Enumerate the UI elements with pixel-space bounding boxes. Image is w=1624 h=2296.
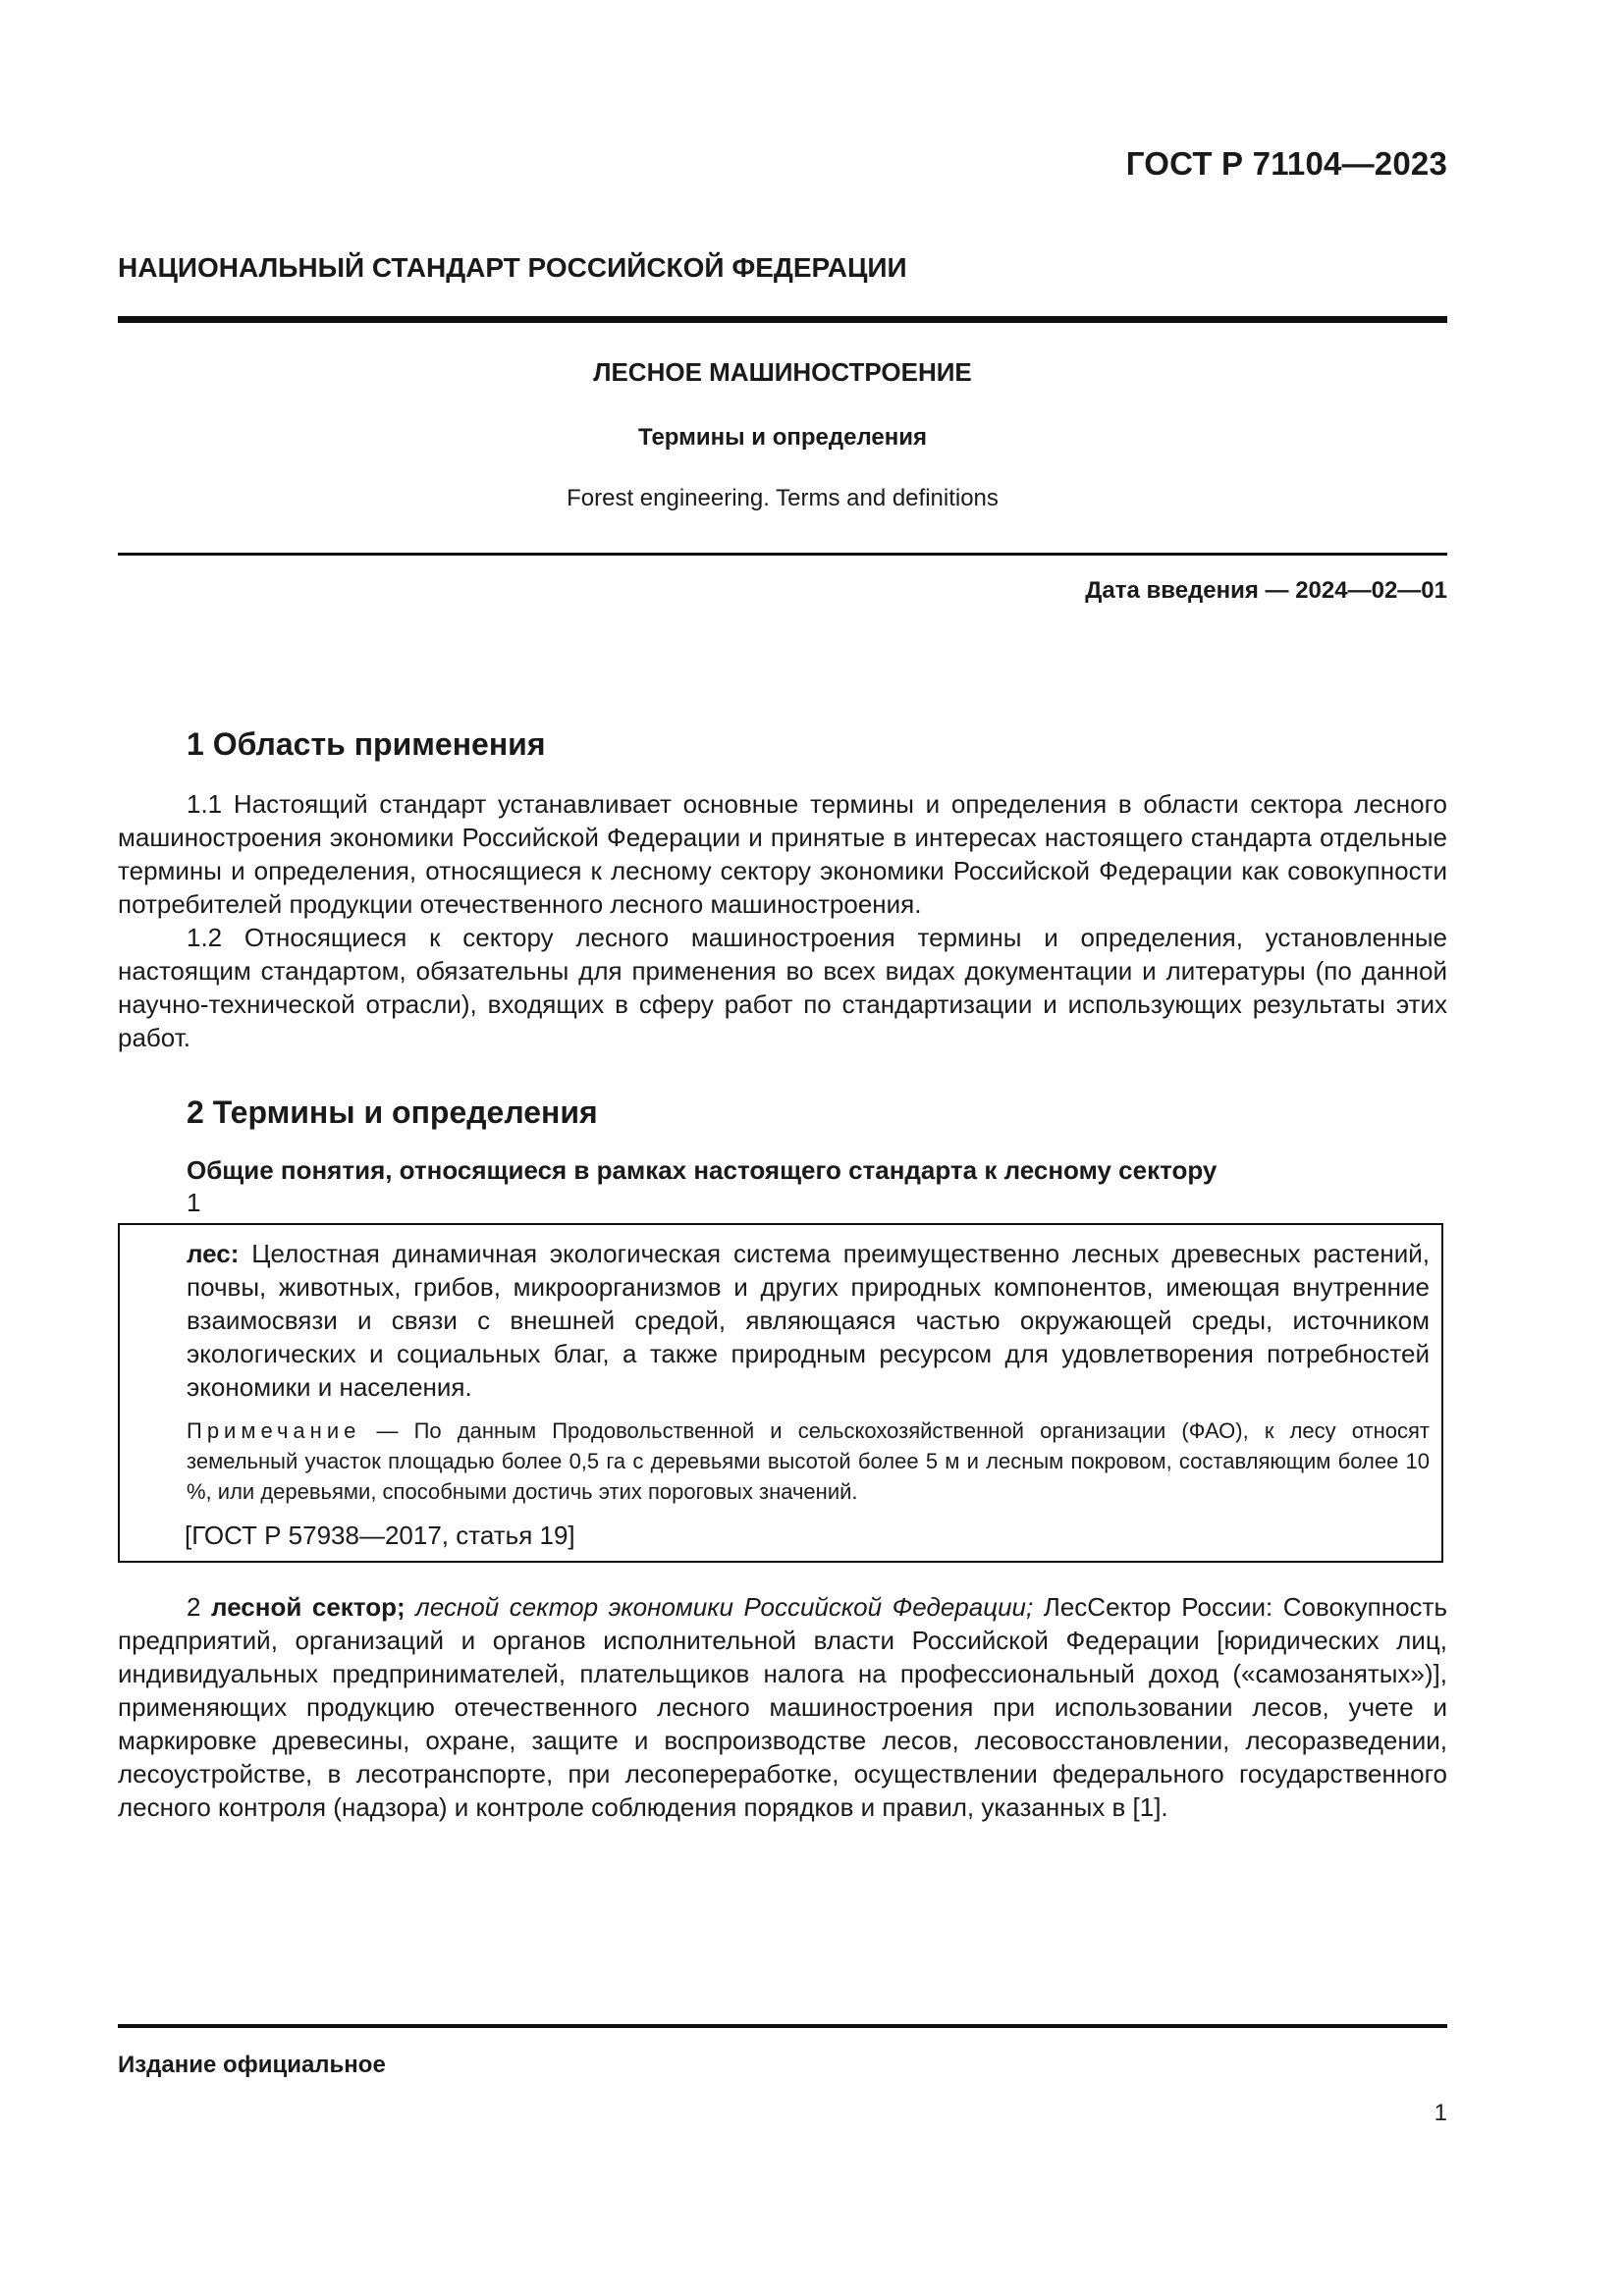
national-standard-heading: НАЦИОНАЛЬНЫЙ СТАНДАРТ РОССИЙСКОЙ ФЕДЕРАЦИИ — [118, 252, 907, 283]
document-number: ГОСТ Р 71104—2023 — [1125, 145, 1447, 182]
section-2-subheading: Общие понятия, относящиеся в рамках настоящего стандарта к лесному сектору — [187, 1155, 1218, 1185]
intro-date: Дата введения — 2024—02—01 — [1085, 577, 1447, 604]
english-title: Forest engineering. Terms and definitions — [567, 485, 999, 511]
note-label: Примечание — [187, 1418, 361, 1443]
paragraph-1-1 — [118, 787, 1447, 921]
note-text: — По данным Продовольственной и сельскохозяйственной организации (ФАО), к лесу относят земельный участок площадью более 0,5 га с деревьями высотой более 5 м и лесным покровом, составляющим более 10 %, или деревьями, способными достичь этих пороговых значений. — [187, 1418, 1430, 1504]
section-2-heading: 2 Термины и определения — [187, 1095, 598, 1130]
term-2-synonym: лесной сектор экономики Российской Федерации; — [415, 1592, 1034, 1622]
term-1-definition-text: Целостная динамичная экологическая система преимущественно лесных древесных растений, почвы, животных, грибов, микроорганизмов и других природных компонентов, имеющая внутренние взаимосвязи и связи с внешней средой, являющаяся частью окружающей среды, источником экологических и социальных благ, а также природным ресурсом для удовлетворения потребностей экономики и населения. — [187, 1239, 1430, 1402]
section-1-heading: 1 Область применения — [187, 726, 546, 762]
term-2 — [118, 1590, 1447, 1824]
term-2-term: лесной сектор; — [211, 1592, 406, 1622]
document-page — [118, 0, 1447, 2296]
paragraph-1-1-text: 1.1 Настоящий стандарт устанавливает основные термины и определения в области сектора лесного машиностроения экономики Российской Федерации и принятые в интересах настоящего стандарта отдельные термины и определения, относящиеся к лесному сектору экономики Российской Федерации как совокупности потребителей продукции отечественного лесного машиностроения. — [118, 789, 1447, 919]
term-1-note — [187, 1415, 1430, 1507]
document-title: ЛЕСНОЕ МАШИНОСТРОЕНИЕ — [593, 357, 972, 387]
header-rule — [118, 316, 1447, 323]
term-1-number: 1 — [187, 1188, 201, 1217]
term-1-term: лес: — [187, 1239, 240, 1268]
document-subtitle: Термины и определения — [637, 424, 928, 451]
term-1-source: [ГОСТ Р 57938—2017, статья 19] — [185, 1521, 575, 1550]
term-1-box — [118, 1223, 1443, 1563]
term-2-definition: ЛесСектор России: Совокупность предприятий, организаций и органов исполнительной власти Российской Федерации [юридических лиц, индивидуальных предпринимателей, плательщиков налога на профессиональный доход («самозанятых»)], применяющих продукцию отечественного лесного машиностроения при использовании лесов, учете и маркировке древесины, охране, защите и воспроизводстве лесов, лесовосстановлении, лесоразведении, лесоустройстве, в лесотранспорте, при лесопереработке, осуществлении федерального государственного лесного контроля (надзора) и контроле соблюдения порядков и правил, указанных в [1]. — [118, 1592, 1447, 1822]
term-2-number: 2 — [187, 1592, 201, 1622]
page-number: 1 — [1434, 2100, 1447, 2126]
paragraph-1-2-text: 1.2 Относящиеся к сектору лесного машиностроения термины и определения, установленные настоящим стандартом, обязательны для применения во всех видах документации и литературы (по данной научно-технической отрасли), входящих в сферу работ по стандартизации и использующих результаты этих работ. — [118, 923, 1447, 1052]
footer-rule — [118, 2024, 1447, 2028]
edition-label: Издание официальное — [118, 2052, 386, 2078]
title-rule — [118, 553, 1447, 556]
paragraph-1-2 — [118, 921, 1447, 1054]
term-1-definition — [187, 1237, 1430, 1404]
